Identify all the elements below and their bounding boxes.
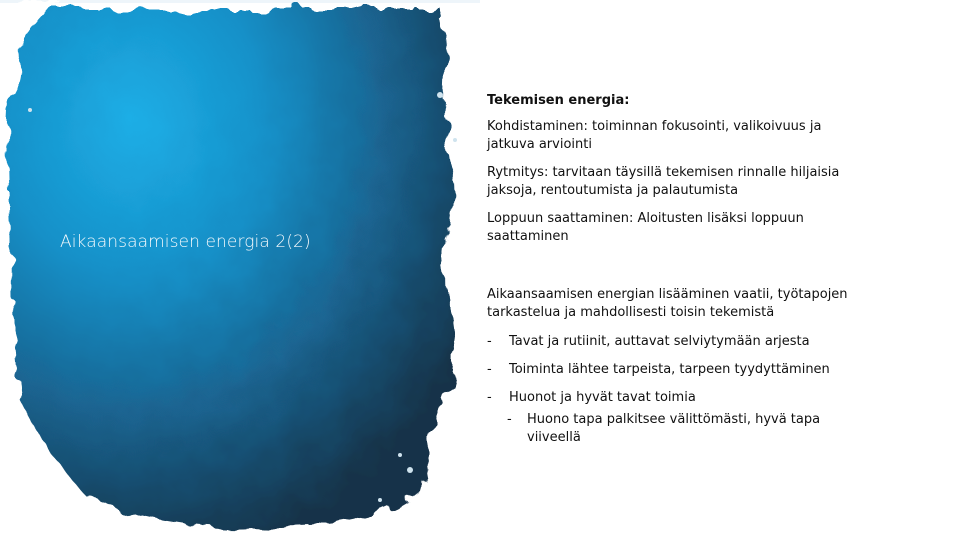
bullet-marker: - [487, 334, 492, 349]
bullet-item [487, 361, 877, 379]
bullet-text: Toiminta lähtee tarpeista, tarpeen tyydyttäminen [509, 362, 830, 377]
bullet-text: Tavat ja rutiinit, auttavat selviytymään arjesta [509, 334, 810, 349]
sub-bullet-marker: - [507, 412, 512, 427]
bullet-item [487, 389, 877, 407]
paragraph-completion: Loppuun saattaminen: Aloitusten lisäksi loppuun saattaminen [487, 211, 804, 244]
paragraph-increase: Aikaansaamisen energian lisääminen vaatii, työtapojen tarkastelua ja mahdollisesti toisin tekemistä [487, 287, 848, 320]
slide-title: Aikaansaamisen energia 2(2) [60, 232, 311, 252]
bullet-item [487, 333, 877, 351]
paragraph-focus: Kohdistaminen: toiminnan fokusointi, valikoivuus ja jatkuva arviointi [487, 119, 822, 152]
content-heading: Tekemisen energia: [487, 93, 630, 108]
bullet-marker: - [487, 390, 492, 405]
bullet-marker: - [487, 362, 492, 377]
paragraph-rhythm: Rytmitys: tarvitaan täysillä tekemisen rinnalle hiljaisia jaksoja, rentoutumista ja palautumista [487, 165, 840, 198]
bullet-text: Huonot ja hyvät tavat toimia [509, 390, 696, 405]
sub-bullet-text: Huono tapa palkitsee välittömästi, hyvä tapa viiveellä [527, 412, 821, 445]
sub-bullet-item [507, 411, 867, 447]
